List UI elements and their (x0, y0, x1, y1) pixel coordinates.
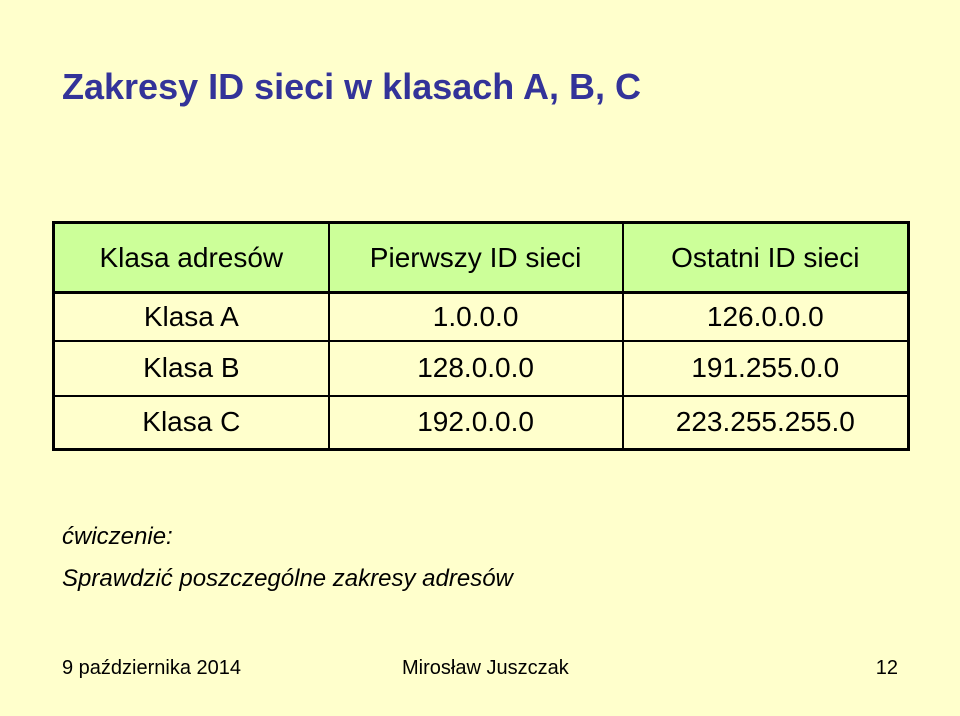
header-address-class: Klasa adresów (54, 223, 329, 293)
table-row (54, 396, 909, 450)
footer-date: 9 października 2014 (62, 657, 242, 679)
cell-class-name: Klasa B (54, 341, 329, 396)
table-header-row (54, 223, 909, 293)
exercise-text: Sprawdzić poszczególne zakresy adresów (62, 565, 513, 592)
table-row (54, 341, 909, 396)
cell-first-id: 1.0.0.0 (329, 293, 623, 341)
exercise-label: ćwiczenie: (62, 523, 173, 550)
cell-first-id: 128.0.0.0 (329, 341, 623, 396)
cell-last-id: 223.255.255.0 (675, 406, 855, 438)
network-id-ranges-table (52, 221, 910, 451)
footer-author: Mirosław Juszczak (402, 657, 569, 679)
cell-last-id: 126.0.0.0 (623, 293, 909, 341)
cell-first-id: 192.0.0.0 (329, 396, 623, 450)
header-first-network-id: Pierwszy ID sieci (329, 223, 623, 293)
slide-title: Zakresy ID sieci w klasach A, B, C (62, 66, 641, 107)
cell-class-name: Klasa C (54, 396, 329, 450)
footer-page-number: 12 (875, 657, 898, 679)
table-row (54, 293, 909, 341)
cell-last-id: 191.255.0.0 (623, 341, 909, 396)
header-last-network-id: Ostatni ID sieci (623, 223, 909, 293)
cell-class-name: Klasa A (54, 293, 329, 341)
